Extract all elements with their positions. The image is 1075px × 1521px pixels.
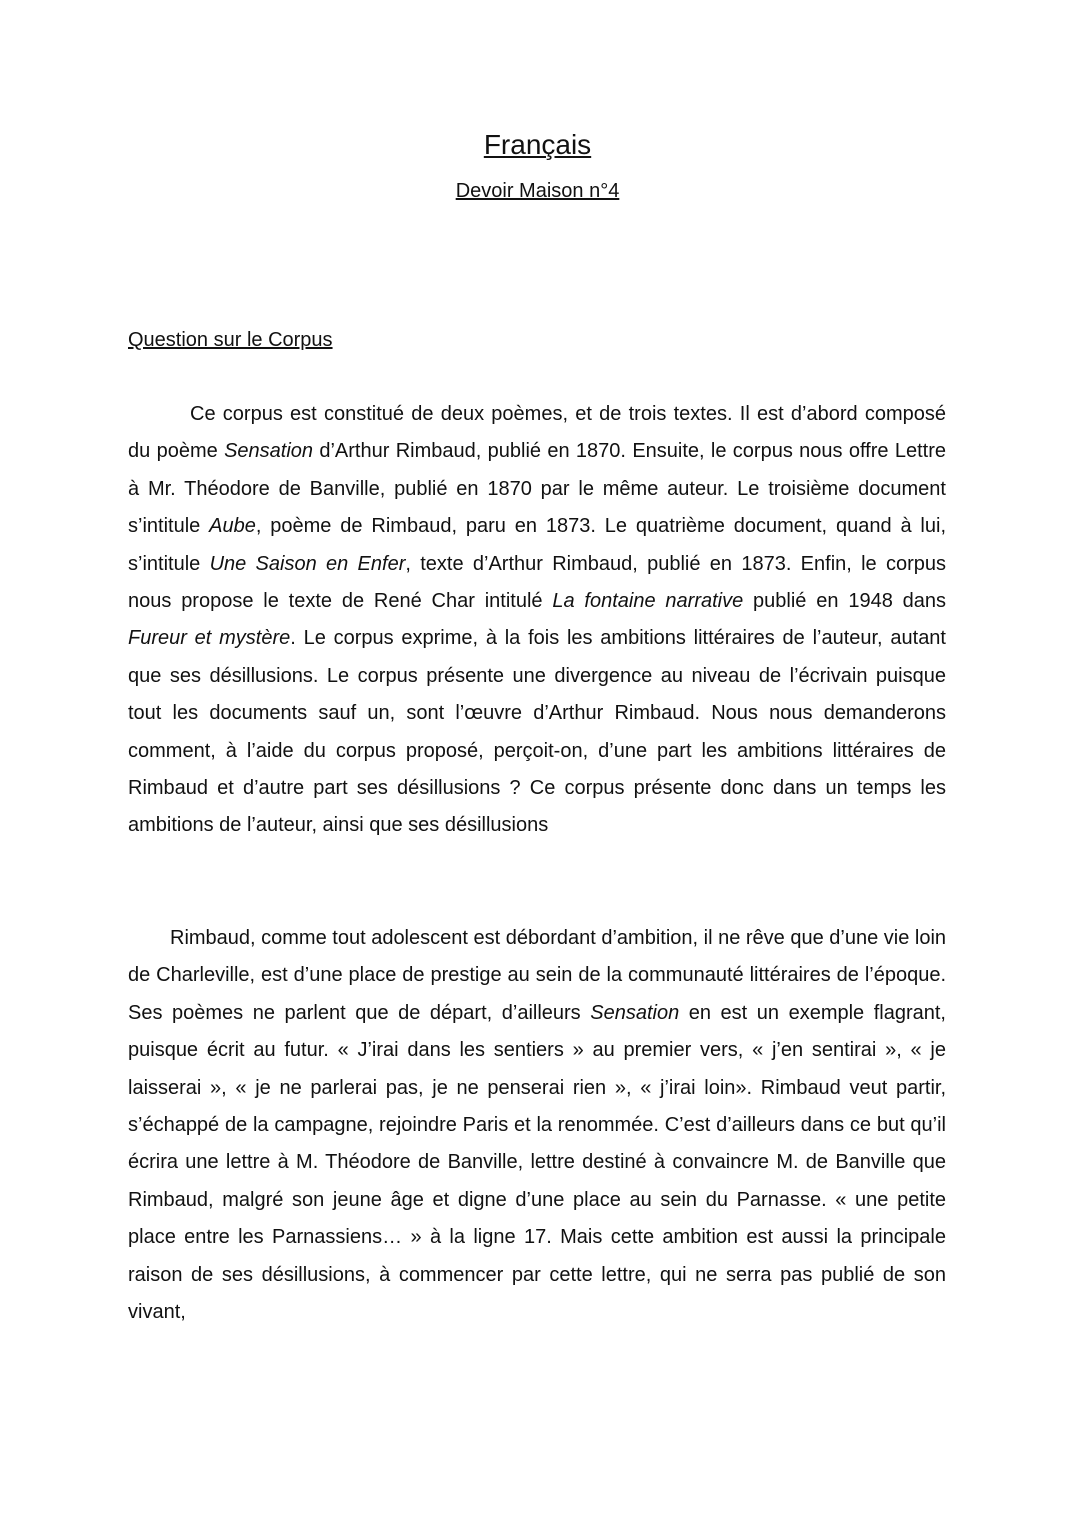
work-title: La fontaine narrative bbox=[552, 590, 744, 613]
work-title: Sensation bbox=[224, 440, 314, 463]
paragraph-text: Rimbaud, comme tout adolescent est débordant d’ambition, il ne rêve que d’une vie loin de Charleville, est d’une place de prestige au sein de la communauté littéraires de l’époque. Ses poèmes ne parlent que de départ, d’ailleurs bbox=[128, 927, 947, 1024]
work-title: Aube bbox=[209, 515, 256, 538]
paragraph-text: . Le corpus exprime, à la fois les ambitions littéraires de l’auteur, autant que ses désillusions. Le corpus présente une divergence au niveau de l’écrivain puisque tout les documents sauf un, sont l’œuvre d’Arthur Rimbaud. Nous nous demanderons comment, à l’aide du corpus proposé, perçoit-on, d’une part les ambitions littéraires de Rimbaud et d’autre part ses désillusions ? Ce corpus présente donc dans un temps les ambitions de l’auteur, ainsi que ses désillusions bbox=[128, 627, 946, 837]
document-title: Français bbox=[483, 129, 592, 160]
work-title: Sensation bbox=[590, 1001, 680, 1024]
paragraph-text: en est un exemple flagrant, puisque écrit au futur. « J’irai dans les sentiers » au premier vers, « j’en sentirai », « je laisserai », « je ne parlerai pas, je ne penserai rien », « j’irai loin». Rimbaud veut partir, s’échappé de la campagne, rejoindre Paris et la renommée. C’est d’ailleurs dans ce but qu’il écrira une lettre à M. Théodore de Banville, lettre destiné à convaincre M. de Banville que Rimbaud, malgré son jeune âge et digne d’une place au sein du Parnasse. « une petite place entre les Parnassiens… » à la ligne 17. Mais cette ambition est aussi la principale raison de ses désillusions, à commencer par cette lettre, qui ne serra pas publié de son vivant, bbox=[128, 1001, 946, 1324]
document-subtitle: Devoir Maison n°4 bbox=[455, 180, 620, 202]
work-title: Fureur et mystère bbox=[128, 627, 291, 650]
section-heading: Question sur le Corpus bbox=[128, 329, 333, 351]
paragraph-text: Ce corpus est constitué de deux poèmes, et de trois textes. Il est d’abord composé du poème bbox=[128, 403, 946, 463]
work-title: Une Saison en Enfer bbox=[209, 552, 406, 575]
body-paragraph-1 bbox=[128, 396, 946, 845]
paragraph-text: , poème de Rimbaud, paru en 1873. Le quatrième document, quand à lui, s’intitule bbox=[128, 515, 946, 575]
paragraph-text: d’Arthur Rimbaud, publié en 1870. Ensuite, le corpus nous offre Lettre à Mr. Théodore de Banville, publié en 1870 par le même auteur. Le troisième document s’intitule bbox=[128, 440, 946, 538]
body-paragraph-2 bbox=[128, 920, 946, 1331]
paragraph-text: publié en 1948 dans bbox=[743, 590, 947, 613]
paragraph-text: , texte d’Arthur Rimbaud, publié en 1873. Enfin, le corpus nous propose le texte de René Char intitulé bbox=[128, 552, 947, 613]
